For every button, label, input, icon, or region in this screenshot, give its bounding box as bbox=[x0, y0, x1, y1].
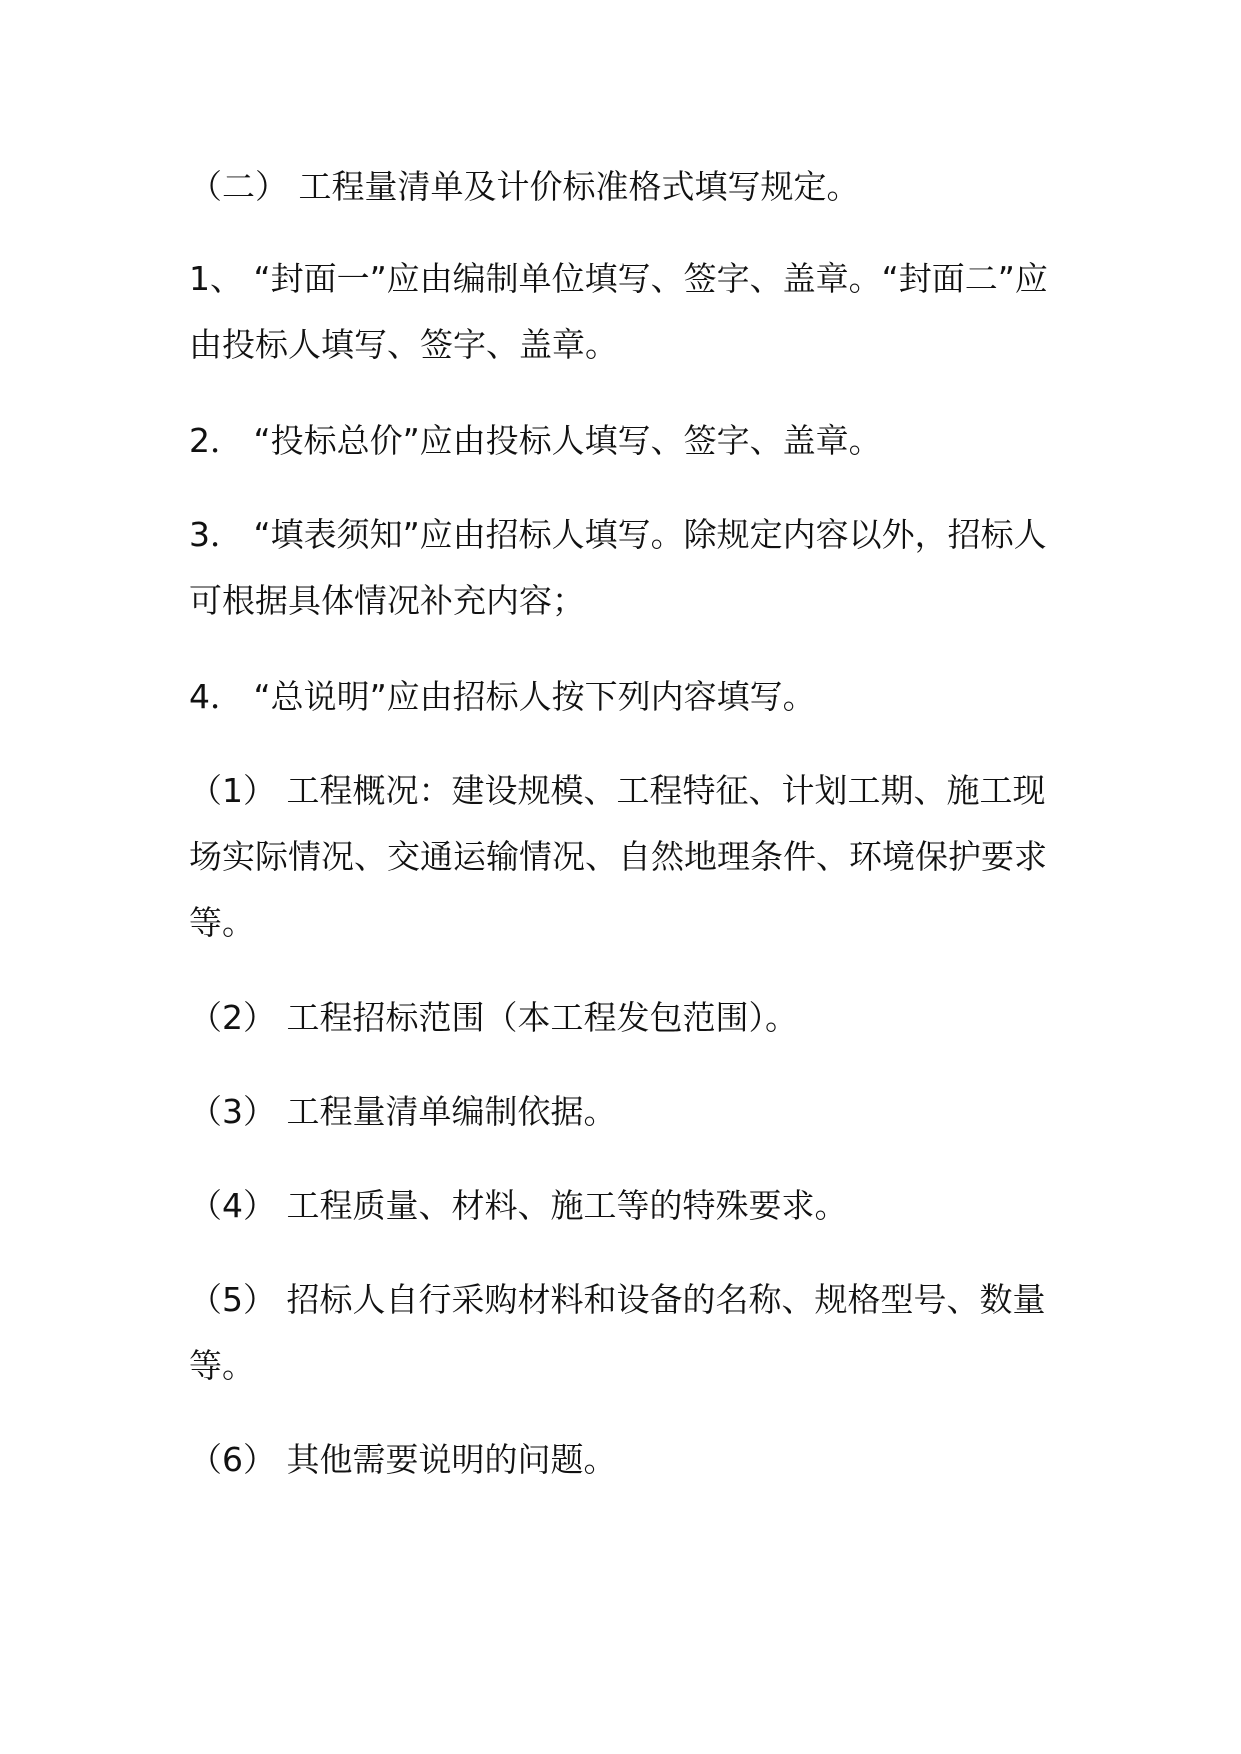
item-1-cover-rules: 1、 “封面一”应由编制单位填写、签字、盖章。“封面二”应由投标人填写、签字、盖章。 bbox=[189, 259, 1048, 364]
section-heading: （二） 工程量清单及计价标准格式填写规定。 bbox=[189, 167, 860, 206]
subitem-2-scope: （2） 工程招标范围（本工程发包范围）。 bbox=[189, 998, 798, 1037]
item-2-bid-total: 2． “投标总价”应由投标人填写、签字、盖章。 bbox=[189, 421, 882, 460]
subitem-1-overview: （1） 工程概况：建设规模、工程特征、计划工期、施工现场实际情况、交通运输情况、自然地理条件、环境保护要求等。 bbox=[189, 771, 1047, 942]
item-3-form-notes: 3． “填表须知”应由招标人填写。除规定内容以外，招标人可根据具体情况补充内容； bbox=[189, 515, 1047, 620]
item-4-general-notes: 4． “总说明”应由招标人按下列内容填写。 bbox=[189, 677, 816, 716]
subitem-3-basis: （3） 工程量清单编制依据。 bbox=[189, 1092, 617, 1131]
subitem-4-requirements: （4） 工程质量、材料、施工等的特殊要求。 bbox=[189, 1186, 848, 1225]
subitem-6-other: （6） 其他需要说明的问题。 bbox=[189, 1440, 617, 1479]
subitem-5-procurement: （5） 招标人自行采购材料和设备的名称、规格型号、数量等。 bbox=[189, 1280, 1046, 1385]
